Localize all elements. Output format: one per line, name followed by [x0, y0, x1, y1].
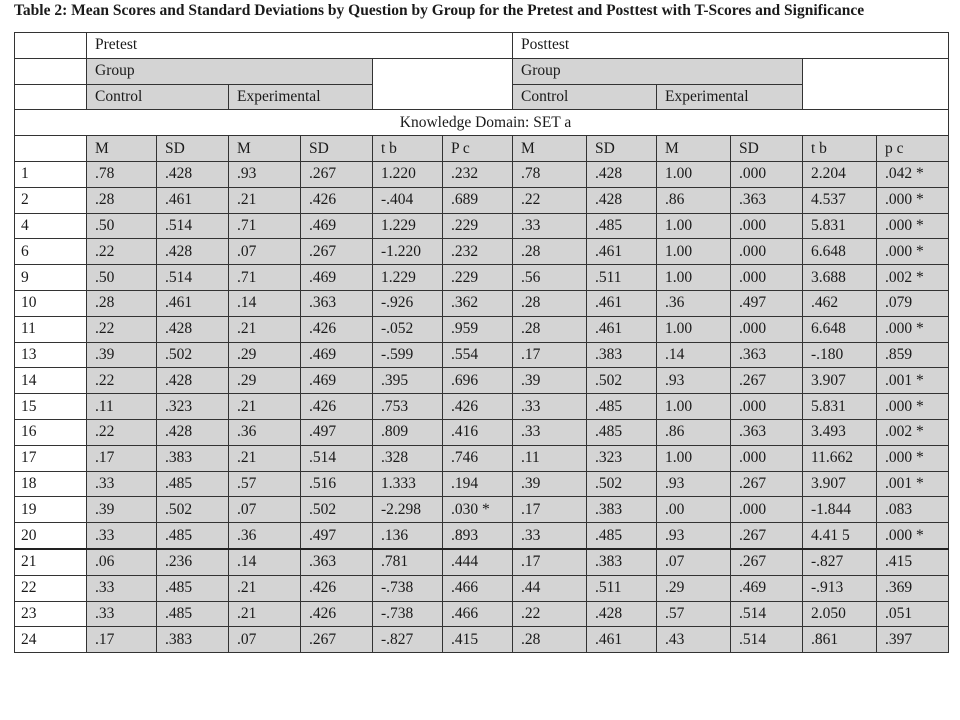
data-cell: .485 [587, 419, 657, 445]
data-cell: .466 [443, 601, 513, 627]
data-cell: .267 [301, 161, 373, 187]
column-header: P c [443, 136, 513, 162]
corner-cell [15, 33, 87, 59]
data-cell: .000 [731, 213, 803, 239]
table-row [15, 213, 949, 239]
data-cell: .29 [229, 368, 301, 394]
posttest-group-spacer [803, 58, 949, 110]
data-cell: .502 [157, 497, 229, 523]
data-cell: .001 * [877, 471, 949, 497]
data-cell: .17 [87, 627, 157, 653]
header-row-group [15, 58, 949, 84]
data-cell: .21 [229, 316, 301, 342]
data-cell: .22 [513, 601, 587, 627]
data-cell: 1.229 [373, 265, 443, 291]
data-cell: 3.493 [803, 419, 877, 445]
data-cell: .11 [513, 445, 587, 471]
data-cell: .71 [229, 265, 301, 291]
data-cell: .000 * [877, 394, 949, 420]
corner-cell [15, 58, 87, 84]
table-row [15, 575, 949, 601]
header-row-test [15, 33, 949, 59]
data-cell: .485 [157, 601, 229, 627]
data-cell: .002 * [877, 265, 949, 291]
question-number-cell: 17 [15, 445, 87, 471]
data-cell: .485 [157, 471, 229, 497]
data-cell: .485 [587, 523, 657, 549]
data-cell: .50 [87, 213, 157, 239]
data-cell: 1.00 [657, 316, 731, 342]
data-cell: .36 [657, 290, 731, 316]
data-cell: .461 [587, 316, 657, 342]
data-cell: 3.907 [803, 368, 877, 394]
data-cell: .43 [657, 627, 731, 653]
data-cell: .33 [513, 523, 587, 549]
data-cell: .428 [157, 419, 229, 445]
data-cell: .461 [157, 290, 229, 316]
data-cell: .39 [87, 497, 157, 523]
data-cell: .93 [229, 161, 301, 187]
data-cell: .426 [443, 394, 513, 420]
data-cell: .428 [157, 161, 229, 187]
data-cell: .000 [731, 161, 803, 187]
data-cell: .28 [87, 290, 157, 316]
data-cell: .689 [443, 187, 513, 213]
column-header: M [229, 136, 301, 162]
data-cell: 1.00 [657, 445, 731, 471]
data-cell: .267 [301, 627, 373, 653]
data-cell: .000 [731, 316, 803, 342]
question-number-cell: 24 [15, 627, 87, 653]
data-cell: .000 * [877, 187, 949, 213]
data-cell: -.180 [803, 342, 877, 368]
data-cell: .000 [731, 497, 803, 523]
data-cell: .33 [87, 471, 157, 497]
data-cell: 5.831 [803, 394, 877, 420]
data-cell: -.827 [803, 549, 877, 575]
column-header-row [15, 136, 949, 162]
data-cell: -.913 [803, 575, 877, 601]
data-cell: .485 [587, 394, 657, 420]
data-cell: 4.41 5 [803, 523, 877, 549]
data-cell: .93 [657, 368, 731, 394]
pretest-group-header: Group [87, 58, 373, 84]
data-cell: .363 [731, 342, 803, 368]
column-header: t b [373, 136, 443, 162]
data-cell: 1.333 [373, 471, 443, 497]
data-cell: .469 [731, 575, 803, 601]
pretest-experimental-header: Experimental [229, 84, 373, 110]
data-cell: .93 [657, 471, 731, 497]
data-cell: .030 * [443, 497, 513, 523]
table-row [15, 265, 949, 291]
data-cell: .07 [657, 549, 731, 575]
data-cell: .28 [513, 239, 587, 265]
data-cell: .17 [513, 342, 587, 368]
data-cell: .416 [443, 419, 513, 445]
data-cell: .36 [229, 523, 301, 549]
question-number-cell: 15 [15, 394, 87, 420]
data-cell: -.738 [373, 601, 443, 627]
pretest-group-spacer [373, 58, 513, 110]
data-cell: .22 [87, 419, 157, 445]
data-cell: .323 [157, 394, 229, 420]
data-cell: .485 [587, 213, 657, 239]
data-cell: .21 [229, 575, 301, 601]
data-cell: .502 [157, 342, 229, 368]
data-cell: .22 [87, 368, 157, 394]
data-cell: .86 [657, 187, 731, 213]
data-cell: 11.662 [803, 445, 877, 471]
data-cell: .14 [229, 290, 301, 316]
data-cell: .33 [87, 601, 157, 627]
data-cell: .369 [877, 575, 949, 601]
column-header: SD [301, 136, 373, 162]
data-cell: .22 [513, 187, 587, 213]
question-number-cell: 6 [15, 239, 87, 265]
data-cell: .29 [229, 342, 301, 368]
data-cell: .07 [229, 627, 301, 653]
table-row [15, 445, 949, 471]
data-cell: .194 [443, 471, 513, 497]
data-cell: .753 [373, 394, 443, 420]
data-cell: .363 [301, 549, 373, 575]
data-cell: 1.00 [657, 213, 731, 239]
data-cell: 6.648 [803, 316, 877, 342]
question-number-cell: 16 [15, 419, 87, 445]
knowledge-domain-header: Knowledge Domain: SET a [15, 110, 949, 136]
data-cell: .33 [513, 419, 587, 445]
question-number-cell: 21 [15, 549, 87, 575]
data-cell: .469 [301, 265, 373, 291]
question-number-cell: 18 [15, 471, 87, 497]
question-number-cell: 14 [15, 368, 87, 394]
corner-cell [15, 136, 87, 162]
data-cell: .042 * [877, 161, 949, 187]
data-cell: .485 [157, 523, 229, 549]
data-cell: .383 [587, 497, 657, 523]
question-number-cell: 10 [15, 290, 87, 316]
data-cell: -.404 [373, 187, 443, 213]
table-row [15, 419, 949, 445]
data-cell: .22 [87, 316, 157, 342]
data-cell: 4.537 [803, 187, 877, 213]
table-row [15, 342, 949, 368]
data-cell: .323 [587, 445, 657, 471]
column-header: p c [877, 136, 949, 162]
data-cell: .002 * [877, 419, 949, 445]
data-cell: .461 [587, 239, 657, 265]
column-header: M [87, 136, 157, 162]
data-cell: 2.204 [803, 161, 877, 187]
posttest-experimental-header: Experimental [657, 84, 803, 110]
data-cell: .428 [587, 161, 657, 187]
data-cell: .267 [731, 471, 803, 497]
data-cell: .959 [443, 316, 513, 342]
column-header: SD [731, 136, 803, 162]
data-cell: .363 [731, 419, 803, 445]
question-number-cell: 9 [15, 265, 87, 291]
data-cell: .21 [229, 445, 301, 471]
posttest-control-header: Control [513, 84, 657, 110]
data-cell: 2.050 [803, 601, 877, 627]
data-cell: .428 [157, 368, 229, 394]
data-cell: .39 [513, 471, 587, 497]
data-cell: .21 [229, 187, 301, 213]
data-cell: .428 [157, 316, 229, 342]
data-cell: .33 [87, 575, 157, 601]
question-number-cell: 23 [15, 601, 87, 627]
data-cell: .07 [229, 239, 301, 265]
data-cell: -2.298 [373, 497, 443, 523]
data-cell: .000 * [877, 523, 949, 549]
data-cell: .415 [877, 549, 949, 575]
data-cell: -1.844 [803, 497, 877, 523]
data-cell: 1.00 [657, 265, 731, 291]
data-cell: .502 [587, 471, 657, 497]
data-cell: .428 [587, 601, 657, 627]
data-cell: .93 [657, 523, 731, 549]
data-cell: .136 [373, 523, 443, 549]
data-cell: .426 [301, 601, 373, 627]
data-cell: .44 [513, 575, 587, 601]
question-number-cell: 2 [15, 187, 87, 213]
data-cell: .554 [443, 342, 513, 368]
data-cell: 1.00 [657, 239, 731, 265]
data-cell: 1.00 [657, 394, 731, 420]
data-cell: .746 [443, 445, 513, 471]
data-cell: .86 [657, 419, 731, 445]
data-cell: .21 [229, 601, 301, 627]
posttest-header: Posttest [513, 33, 949, 59]
data-cell: .21 [229, 394, 301, 420]
table-caption: Table 2: Mean Scores and Standard Deviations by Question by Group for the Pretest and Posttest with T-Scores and Significance [14, 2, 865, 19]
data-cell: .50 [87, 265, 157, 291]
data-cell: .57 [229, 471, 301, 497]
data-cell: .497 [301, 419, 373, 445]
data-cell: .78 [513, 161, 587, 187]
question-number-cell: 20 [15, 523, 87, 549]
data-cell: .426 [301, 394, 373, 420]
header-row-domain [15, 110, 949, 136]
data-cell: .07 [229, 497, 301, 523]
table-row [15, 368, 949, 394]
table-row [15, 187, 949, 213]
table-row [15, 239, 949, 265]
data-cell: .461 [587, 627, 657, 653]
data-cell: .36 [229, 419, 301, 445]
data-cell: -.926 [373, 290, 443, 316]
data-cell: 6.648 [803, 239, 877, 265]
data-cell: .236 [157, 549, 229, 575]
data-cell: .461 [587, 290, 657, 316]
data-cell: -.827 [373, 627, 443, 653]
data-cell: .514 [731, 601, 803, 627]
table-row [15, 627, 949, 653]
question-number-cell: 13 [15, 342, 87, 368]
data-table [14, 32, 949, 653]
table-row [15, 549, 949, 575]
question-number-cell: 4 [15, 213, 87, 239]
data-cell: .14 [657, 342, 731, 368]
column-header: t b [803, 136, 877, 162]
data-cell: .859 [877, 342, 949, 368]
data-cell: .462 [803, 290, 877, 316]
table-row [15, 523, 949, 549]
data-cell: .06 [87, 549, 157, 575]
data-cell: .426 [301, 575, 373, 601]
data-cell: .485 [157, 575, 229, 601]
data-cell: 1.00 [657, 161, 731, 187]
data-cell: .428 [587, 187, 657, 213]
data-cell: .22 [87, 239, 157, 265]
data-cell: .000 * [877, 445, 949, 471]
data-cell: .781 [373, 549, 443, 575]
column-header: SD [587, 136, 657, 162]
question-number-cell: 1 [15, 161, 87, 187]
pretest-header: Pretest [87, 33, 513, 59]
data-cell: .383 [157, 445, 229, 471]
data-cell: .428 [157, 239, 229, 265]
data-cell: .083 [877, 497, 949, 523]
question-number-cell: 19 [15, 497, 87, 523]
data-cell: .267 [731, 368, 803, 394]
data-cell: .461 [157, 187, 229, 213]
data-cell: .57 [657, 601, 731, 627]
data-cell: .511 [587, 265, 657, 291]
data-cell: .267 [731, 523, 803, 549]
data-cell: 1.220 [373, 161, 443, 187]
data-cell: .232 [443, 239, 513, 265]
data-cell: .809 [373, 419, 443, 445]
data-cell: .511 [587, 575, 657, 601]
posttest-group-header: Group [513, 58, 803, 84]
column-header: M [513, 136, 587, 162]
data-cell: .383 [157, 627, 229, 653]
data-cell: .000 [731, 265, 803, 291]
data-cell: -.738 [373, 575, 443, 601]
data-cell: 5.831 [803, 213, 877, 239]
data-cell: .000 [731, 394, 803, 420]
data-cell: .17 [87, 445, 157, 471]
data-cell: .000 * [877, 239, 949, 265]
data-cell: .497 [731, 290, 803, 316]
data-cell: .00 [657, 497, 731, 523]
data-cell: .267 [731, 549, 803, 575]
data-cell: .28 [513, 290, 587, 316]
corner-cell [15, 84, 87, 110]
data-cell: -1.220 [373, 239, 443, 265]
data-cell: .71 [229, 213, 301, 239]
data-cell: .17 [513, 549, 587, 575]
question-number-cell: 22 [15, 575, 87, 601]
data-cell: .39 [87, 342, 157, 368]
data-cell: .426 [301, 187, 373, 213]
data-cell: .229 [443, 265, 513, 291]
data-cell: .362 [443, 290, 513, 316]
data-cell: .696 [443, 368, 513, 394]
data-cell: .000 * [877, 213, 949, 239]
data-cell: .051 [877, 601, 949, 627]
data-cell: .000 [731, 445, 803, 471]
table-row [15, 601, 949, 627]
table-row [15, 394, 949, 420]
data-cell: 1.229 [373, 213, 443, 239]
data-cell: .78 [87, 161, 157, 187]
table-row [15, 161, 949, 187]
data-cell: .893 [443, 523, 513, 549]
data-cell: .514 [731, 627, 803, 653]
column-header: SD [157, 136, 229, 162]
data-cell: .497 [301, 523, 373, 549]
data-cell: 3.907 [803, 471, 877, 497]
data-cell: .39 [513, 368, 587, 394]
data-cell: .328 [373, 445, 443, 471]
data-cell: .383 [587, 549, 657, 575]
pretest-control-header: Control [87, 84, 229, 110]
data-cell: .415 [443, 627, 513, 653]
question-number-cell: 11 [15, 316, 87, 342]
data-cell: .232 [443, 161, 513, 187]
data-cell: .469 [301, 213, 373, 239]
data-cell: .14 [229, 549, 301, 575]
data-cell: .000 * [877, 316, 949, 342]
data-cell: .28 [87, 187, 157, 213]
data-cell: .267 [301, 239, 373, 265]
data-cell: .466 [443, 575, 513, 601]
data-cell: .502 [301, 497, 373, 523]
data-cell: .363 [731, 187, 803, 213]
table-row [15, 497, 949, 523]
data-cell: .17 [513, 497, 587, 523]
data-cell: .502 [587, 368, 657, 394]
data-cell: .28 [513, 316, 587, 342]
data-cell: 3.688 [803, 265, 877, 291]
data-cell: .514 [157, 213, 229, 239]
data-cell: .229 [443, 213, 513, 239]
data-cell: .079 [877, 290, 949, 316]
data-cell: .383 [587, 342, 657, 368]
data-cell: .514 [157, 265, 229, 291]
data-cell: .33 [513, 213, 587, 239]
table-row [15, 316, 949, 342]
data-cell: .33 [87, 523, 157, 549]
data-cell: .426 [301, 316, 373, 342]
table-row [15, 471, 949, 497]
data-cell: .363 [301, 290, 373, 316]
data-cell: .28 [513, 627, 587, 653]
data-cell: .514 [301, 445, 373, 471]
data-cell: -.052 [373, 316, 443, 342]
data-cell: .469 [301, 342, 373, 368]
data-cell: .469 [301, 368, 373, 394]
data-cell: .56 [513, 265, 587, 291]
data-cell: .516 [301, 471, 373, 497]
data-cell: .000 [731, 239, 803, 265]
data-cell: .001 * [877, 368, 949, 394]
table-row [15, 290, 949, 316]
data-cell: .33 [513, 394, 587, 420]
data-cell: -.599 [373, 342, 443, 368]
data-cell: .29 [657, 575, 731, 601]
data-cell: .395 [373, 368, 443, 394]
data-cell: .861 [803, 627, 877, 653]
data-cell: .397 [877, 627, 949, 653]
data-cell: .444 [443, 549, 513, 575]
column-header: M [657, 136, 731, 162]
data-cell: .11 [87, 394, 157, 420]
